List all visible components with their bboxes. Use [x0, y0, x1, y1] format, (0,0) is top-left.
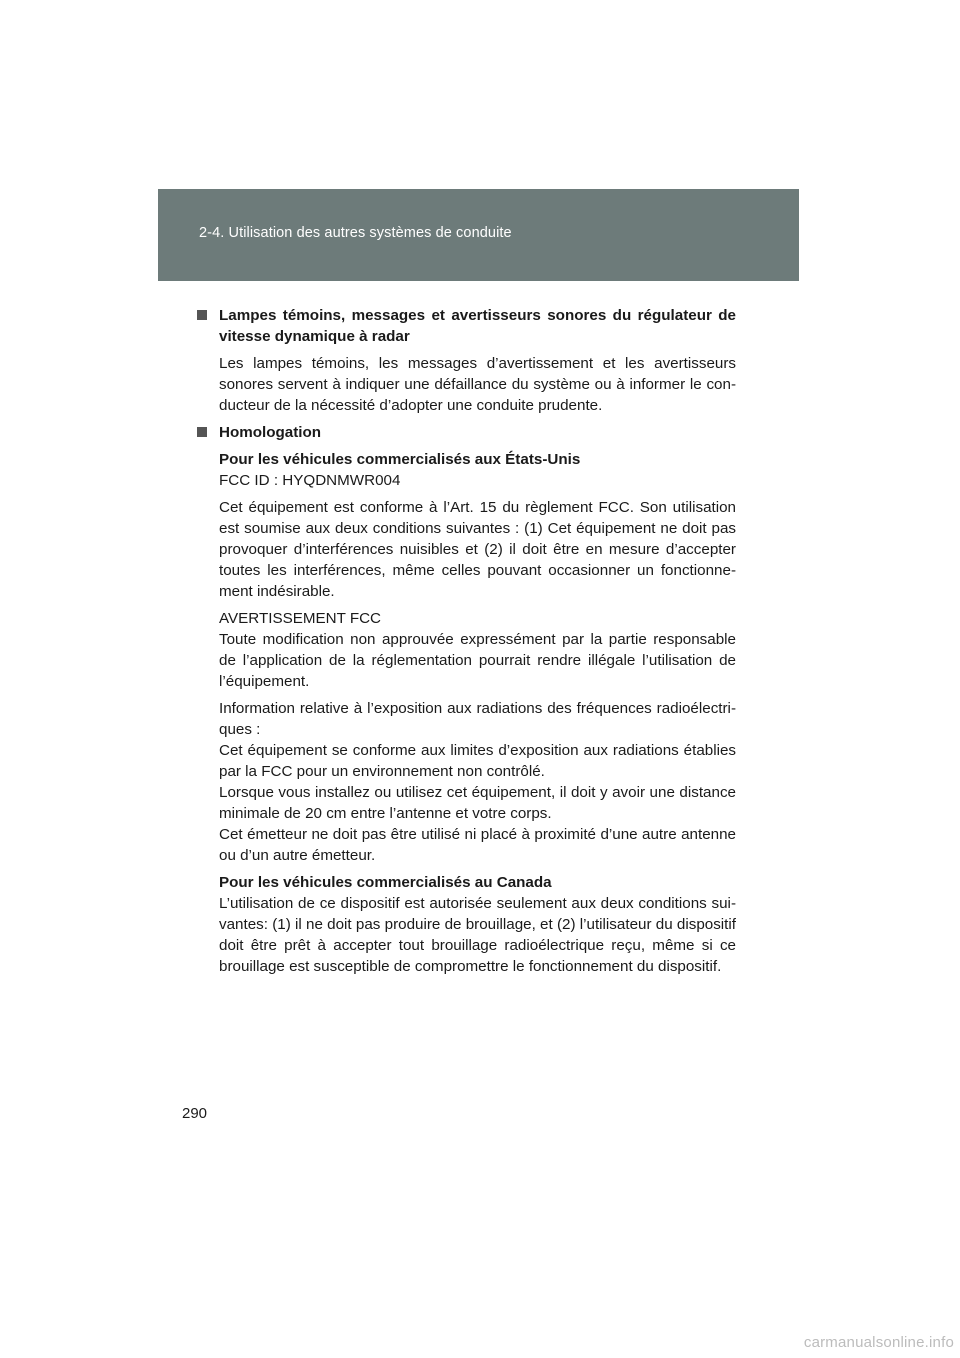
page-number: 290 [182, 1105, 208, 1122]
page-content [209, 305, 736, 977]
canada-heading: Pour les véhicules commercialisés au Canada [219, 874, 552, 891]
warning-text: Toute modification non approuvée expressément par la partie responsable de l’application de la réglementation pourrait rendre illégale l’utilisation de l’équipement. [219, 631, 736, 690]
radiation-text-3: Cet émetteur ne doit pas être utilisé ni placé à proximité d’une autre antenne ou d’un autre émetteur. [219, 826, 736, 864]
chapter-title: 2-4. Utilisation des autres systèmes de conduite [199, 225, 512, 241]
section-indicator-lamps [209, 305, 736, 416]
chapter-header [158, 189, 799, 281]
warning-heading: AVERTISSEMENT FCC [219, 610, 382, 627]
us-paragraph: Cet équipement est conforme à l’Art. 15 du règlement FCC. Son utilisation est soumise aux deux conditions suivantes : (1) Cet équipement ne doit pas provoquer d’interférences nuisibles et (2) il doit être en mesure d’accepter toutes les interférences, même celles pouvant occasionner un fonctionnement indésirable. [219, 499, 736, 600]
radiation-text-2: Lorsque vous installez ou utilisez cet équipement, il doit y avoir une distance minimale de 20 cm entre l’antenne et votre corps. [219, 784, 736, 822]
radiation-heading: Information relative à l’exposition aux radiations des fréquences radioélectriques : [219, 700, 736, 738]
section-homologation [209, 422, 736, 977]
radiation-text-1: Cet équipement se conforme aux limites d’exposition aux radiations établies par la FCC pour un environnement non contrôlé. [219, 742, 736, 780]
section-title: Lampes témoins, messages et avertisseurs sonores du régulateur de vitesse dynamique à radar [219, 307, 736, 345]
watermark: carmanualsonline.info [803, 1334, 954, 1351]
square-bullet-icon [197, 427, 207, 437]
paragraph: Les lampes témoins, les messages d’avertissement et les avertisseurs sonores servent à indiquer une défaillance du système ou à informer le conducteur de la nécessité d’adopter une conduite prudente. [219, 355, 736, 414]
fcc-id: FCC ID : HYQDNMWR004 [219, 472, 401, 489]
square-bullet-icon [197, 310, 207, 320]
canada-text: L’utilisation de ce dispositif est autorisée seulement aux deux conditions suivantes: (1) il ne doit pas produire de brouillage, et (2) l’utilisateur du dispositif doit être prêt à accepter tout brouillage radioélectrique reçu, même si ce brouillage est susceptible de compromettre le fonctionnement du dispositif. [219, 895, 736, 975]
us-heading: Pour les véhicules commercialisés aux États-Unis [219, 451, 581, 468]
section-title: Homologation [219, 424, 322, 441]
